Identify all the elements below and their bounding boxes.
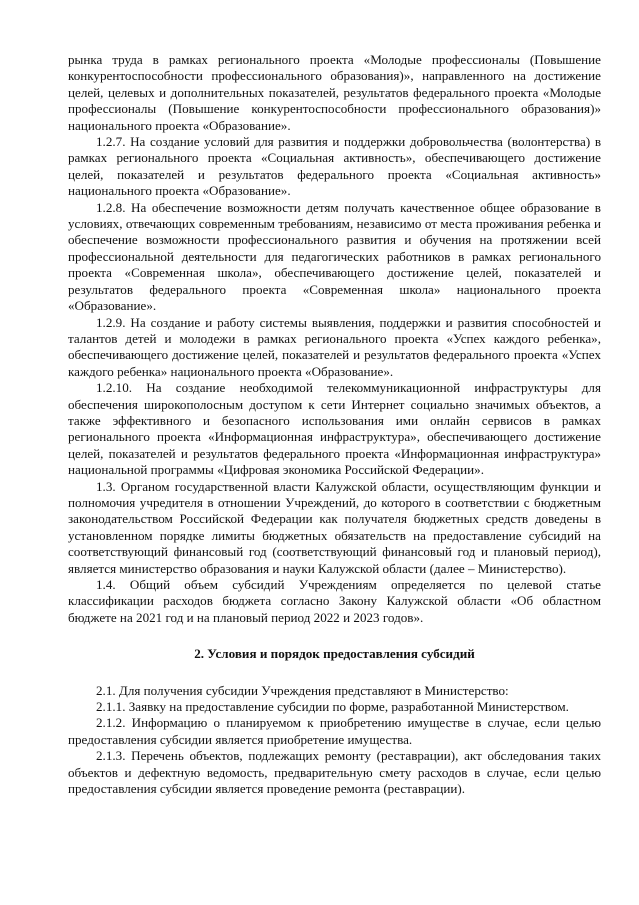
paragraph-1-3: 1.3. Органом государственной власти Калужской области, осуществляющим функции и полномочия учредителя в отношении Учреждений, до которого в соответствии с бюджетным законодательством Российской Федерации как получателя бюджетных средств доведены в установленном порядке лимиты бюджетных обязательств на предоставление субсидий на соответствующий финансовый год (соответствующий финансовый год и плановый период), является министерство образования и науки Калужской области (далее – Министерство). [68, 478, 601, 576]
paragraph-1-2-8: 1.2.8. На обеспечение возможности детям получать качественное общее образование в условиях, отвечающих современным требованиям, независимо от места проживания ребенка и обеспечение возможности профессионального развития и обучения на протяжении всей профессиональной деятельности для педагогических работников в рамках регионального проекта «Современная школа», обеспечивающего достижение целей, показателей и результатов федерального проекта «Современная школа» национального проекта «Образование». [68, 199, 601, 314]
paragraph-1-2-10: 1.2.10. На создание необходимой телекоммуникационной инфраструктуры для обеспечения широкополосным доступом к сети Интернет социально значимых объектов, а также эффективного и безопасного использования ими онлайн сервисов в рамках регионального проекта «Информационная инфраструктура», обеспечивающего достижение целей, показателей и результатов федерального проекта «Информационная инфраструктура» национальной программы «Цифровая экономика Российской Федерации». [68, 380, 601, 478]
paragraph-2-1-1: 2.1.1. Заявку на предоставление субсидии по форме, разработанной Министерством. [96, 699, 569, 715]
paragraph-2-1: 2.1. Для получения субсидии Учреждения представляют в Министерство: [96, 682, 509, 698]
section-heading: 2. Условия и порядок предоставления субсидий [194, 646, 475, 662]
paragraph-1-4: 1.4. Общий объем субсидий Учреждениям определяется по целевой статье классификации расходов бюджета согласно Закону Калужской области «Об областном бюджете на 2021 год и на плановый период 2022 и 2023 годов». [68, 577, 601, 625]
paragraph-1-2-9: 1.2.9. На создание и работу системы выявления, поддержки и развития способностей и талантов детей и молодежи в рамках регионального проекта «Успех каждого ребенка», обеспечивающего достижение целей, показателей и результатов федерального проекта «Успех каждого ребенка» национального проекта «Образование». [68, 314, 601, 379]
paragraph-2-1-3: 2.1.3. Перечень объектов, подлежащих ремонту (реставрации), акт обследования таких объектов и дефектную ведомость, предварительную смету расходов в случае, если целью предоставления субсидии является проведение ремонта (реставрации). [68, 748, 601, 797]
paragraph-continuation: рынка труда в рамках регионального проекта «Молодые профессионалы (Повышение конкурентоспособности профессионального образования)», направленного на достижение целей, целевых и дополнительных показателей, результатов федерального проекта «Молодые профессионалы (Повышение конкурентоспособности профессионального образования)» национального проекта «Образование». [68, 52, 601, 133]
paragraph-1-2-7: 1.2.7. На создание условий для развития и поддержки добровольчества (волонтерства) в рамках регионального проекта «Социальная активность», обеспечивающего достижение целей, показателей и результатов федерального проекта «Социальная активность» национального проекта «Образование». [68, 134, 601, 199]
paragraph-2-1-2: 2.1.2. Информацию о планируемом к приобретению имуществе в случае, если целью предоставления субсидии является приобретение имущества. [68, 715, 601, 747]
